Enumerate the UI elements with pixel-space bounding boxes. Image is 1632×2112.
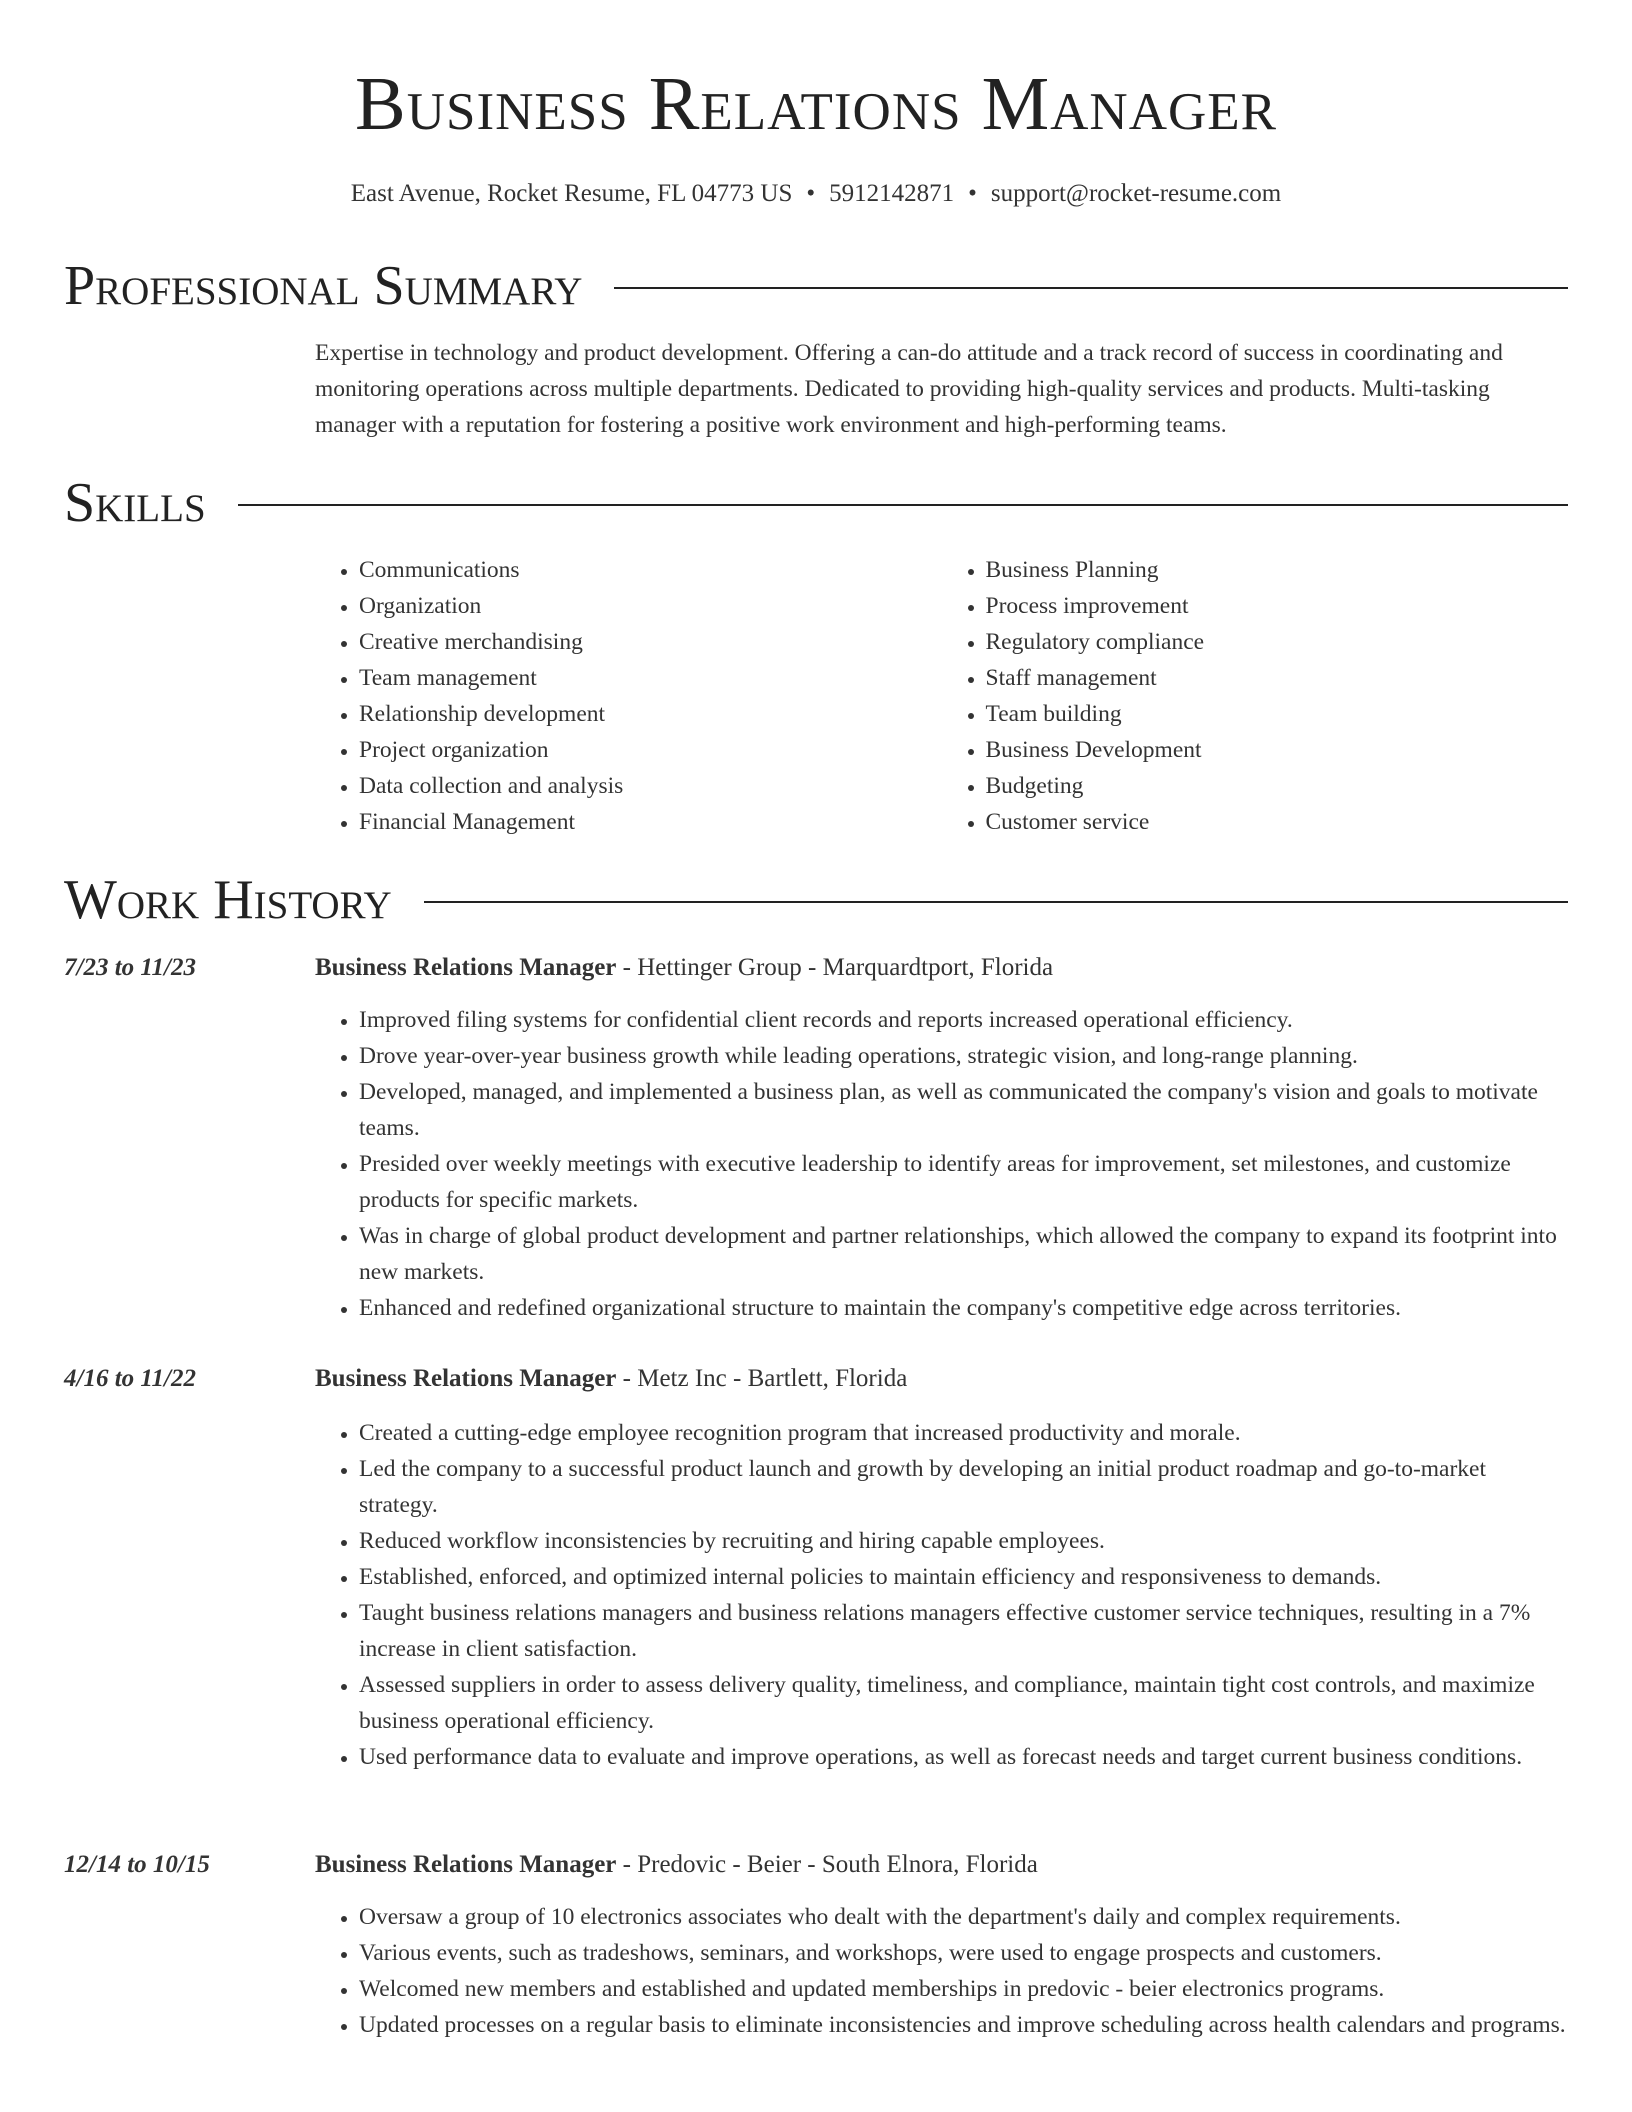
job-bullet: • Was in charge of global product development and partner relationships, which allowed the company to expand its footprint into new markets. [359, 1218, 1568, 1290]
skills-section-title: Skills [64, 472, 206, 534]
job-bullet: • Taught business relations managers and business relations managers effective customer service techniques, resulting in a 7% increase in client satisfaction. [359, 1595, 1568, 1667]
work-section-header [64, 867, 1568, 933]
job-bullets [315, 1415, 1568, 1775]
job-heading [315, 1361, 1568, 1397]
contact-separator: • [968, 180, 977, 207]
job-bullet: • Created a cutting-edge employee recognition program that increased productivity and morale. [359, 1415, 1568, 1451]
work-section-title: Work History [64, 869, 392, 931]
skill-item: • Business Development [986, 732, 1569, 768]
skill-item: • Communications [359, 552, 942, 588]
skill-item: • Process improvement [986, 588, 1569, 624]
skill-item: • Staff management [986, 660, 1569, 696]
contact-address: East Avenue, Rocket Resume, FL 04773 US [350, 180, 793, 207]
skill-item: • Team management [359, 660, 942, 696]
job-heading [315, 950, 1568, 986]
job-bullet: • Assessed suppliers in order to assess delivery quality, timeliness, and compliance, maintain tight cost controls, and maximize business operational efficiency. [359, 1667, 1568, 1739]
section-divider [424, 901, 1568, 903]
job-company: - Predovic - Beier - South Elnora, Florida [616, 1851, 1038, 1878]
job-bullet: • Drove year-over-year business growth while leading operations, strategic vision, and long-range planning. [359, 1038, 1568, 1074]
job-bullet: • Presided over weekly meetings with executive leadership to identify areas for improvement, set milestones, and customize products for specific markets. [359, 1146, 1568, 1218]
skills-list [315, 552, 1568, 840]
job-bullets [315, 1002, 1568, 1326]
summary-section-title: Professional Summary [64, 255, 583, 317]
job-dates: 12/14 to 10/15 [64, 1851, 210, 1878]
skill-item: • Budgeting [986, 768, 1569, 804]
job-bullet: • Established, enforced, and optimized internal policies to maintain efficiency and responsiveness to demands. [359, 1559, 1568, 1595]
job-bullet: • Used performance data to evaluate and improve operations, as well as forecast needs and target current business conditions. [359, 1739, 1568, 1775]
job-bullet: • Reduced workflow inconsistencies by recruiting and hiring capable employees. [359, 1523, 1568, 1559]
skill-item: • Project organization [359, 732, 942, 768]
summary-text: Expertise in technology and product development. Offering a can-do attitude and a track record of success in coordinating and monitoring operations across multiple departments. Dedicated to providing high-quality services and products. Multi-tasking manager with a reputation for fostering a positive work environment and high-performing teams. [315, 340, 1503, 438]
skills-section-header [64, 470, 1568, 536]
job-bullet: • Led the company to a successful product launch and growth by developing an initial product roadmap and go-to-market strategy. [359, 1451, 1568, 1523]
skill-item: • Business Planning [986, 552, 1569, 588]
job-company: - Metz Inc - Bartlett, Florida [616, 1365, 908, 1392]
skill-item: • Relationship development [359, 696, 942, 732]
job-company: - Hettinger Group - Marquardtport, Florida [616, 954, 1054, 981]
contact-email[interactable]: support@rocket-resume.com [990, 180, 1282, 207]
job-role: Business Relations Manager [315, 1851, 617, 1878]
skill-item: • Data collection and analysis [359, 768, 942, 804]
job-bullet: • Various events, such as tradeshows, seminars, and workshops, were used to engage prospects and customers. [359, 1935, 1568, 1971]
job-dates: 7/23 to 11/23 [64, 954, 196, 981]
skill-item: • Customer service [986, 804, 1569, 840]
section-divider [614, 287, 1568, 289]
skills-column-left [315, 552, 942, 840]
job-bullet: • Enhanced and redefined organizational structure to maintain the company's competitive edge across territories. [359, 1290, 1568, 1326]
contact-separator: • [806, 180, 816, 207]
skill-item: • Team building [986, 696, 1569, 732]
resume-page [64, 0, 1568, 2038]
skill-item: • Financial Management [359, 804, 942, 840]
job-role: Business Relations Manager [315, 1365, 617, 1392]
section-divider [238, 504, 1568, 506]
job-entry [315, 950, 1568, 1326]
job-bullets [315, 1899, 1568, 2043]
skill-item: • Organization [359, 588, 942, 624]
job-role: Business Relations Manager [315, 954, 617, 981]
skills-column-right [942, 552, 1569, 840]
job-bullet: • Oversaw a group of 10 electronics associates who dealt with the department's daily and complex requirements. [359, 1899, 1568, 1935]
job-entry [315, 1847, 1568, 2043]
skill-item: • Creative merchandising [359, 624, 942, 660]
job-entry [315, 1361, 1568, 1775]
job-heading [315, 1847, 1568, 1883]
summary-section-header [64, 253, 1568, 319]
resume-name: Business Relations Manager [355, 62, 1277, 146]
contact-phone: 5912142871 [829, 180, 955, 207]
job-bullet: • Developed, managed, and implemented a business plan, as well as communicated the company's vision and goals to motivate teams. [359, 1074, 1568, 1146]
skill-item: • Regulatory compliance [986, 624, 1569, 660]
job-bullet: • Updated processes on a regular basis to eliminate inconsistencies and improve scheduling across health calendars and programs. [359, 2007, 1568, 2043]
job-bullet: • Welcomed new members and established and updated memberships in predovic - beier electronics programs. [359, 1971, 1568, 2007]
job-bullet: • Improved filing systems for confidential client records and reports increased operational efficiency. [359, 1002, 1568, 1038]
job-dates: 4/16 to 11/22 [64, 1365, 196, 1392]
contact-line [64, 178, 1568, 210]
